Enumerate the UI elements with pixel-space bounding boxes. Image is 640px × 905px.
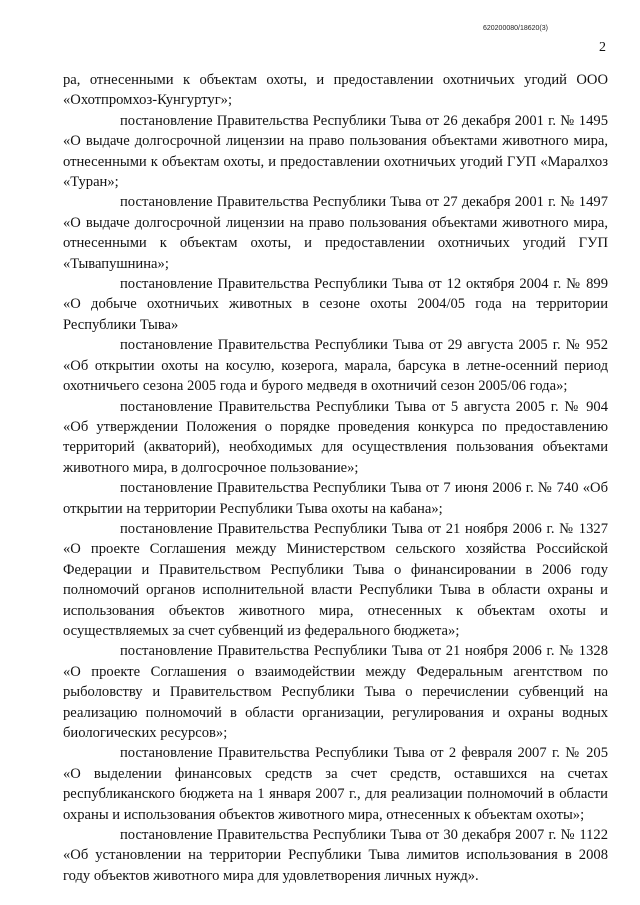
paragraph: постановление Правительства Республики Тыва от 26 декабря 2001 г. № 1495 «О выдаче долгосрочной лицензии на право пользования объектами животного мира, отнесенными к объектам охоты, и предоставлении охотничьих угодий ГУП «Маралхоз «Туран»; [63, 112, 608, 191]
page-number: 2 [599, 40, 606, 55]
document-id: 620200080/18620(3) [482, 25, 548, 32]
paragraph: постановление Правительства Республики Тыва от 21 ноября 2006 г. № 1327 «О проекте Соглашения между Министерством сельского хозяйства Российской Федерации и Правительством Республики Тыва о финансировании в 2006 году полномочий органов исполнительной власти Республики Тыва в области охраны и использования объектов животного мира, отнесенных к объектам охоты и осуществляемых за счет субвенций из федерального бюджета»; [63, 520, 608, 639]
document-body [63, 70, 608, 886]
paragraph: постановление Правительства Республики Тыва от 21 ноября 2006 г. № 1328 «О проекте Соглашения о взаимодействии между Федеральным агентством по рыболовству и Правительством Республики Тыва о перечислении субвенций на реализацию полномочий в области организации, регулирования и охраны водных биологических ресурсов»; [63, 643, 608, 741]
paragraph: постановление Правительства Республики Тыва от 2 февраля 2007 г. № 205 «О выделении финансовых средств за счет средств, оставшихся на счетах республиканского бюджета на 1 января 2007 г., для реализации полномочий в области охраны и использования объектов животного мира, отнесенных к объектам охоты»; [63, 745, 608, 823]
paragraph: постановление Правительства Республики Тыва от 27 декабря 2001 г. № 1497 «О выдаче долгосрочной лицензии на право пользования объектами животного мира, отнесенными к объектам охоты, и предоставлении охотничьих угодий ГУП «Тывапушнина»; [63, 194, 608, 272]
paragraph: постановление Правительства Республики Тыва от 29 августа 2005 г. № 952 «Об открытии охоты на косулю, козерога, марала, барсука в летне-осенний период охотничьего сезона 2005 года и бурого медведя в охотничий сезон 2005/06 года»; [63, 337, 608, 395]
paragraph: постановление Правительства Республики Тыва от 30 декабря 2007 г. № 1122 «Об установлении на территории Республики Тыва лимитов использования в 2008 году объектов животного мира для удовлетворения личных нужд». [63, 827, 608, 884]
paragraph: постановление Правительства Республики Тыва от 5 августа 2005 г. № 904 «Об утверждении Положения о порядке проведения конкурса по предоставлению территорий (акваторий), необходимых для осуществления пользования объектами животного мира, в долгосрочное пользование»; [63, 398, 608, 476]
paragraph: постановление Правительства Республики Тыва от 12 октября 2004 г. № 899 «О добыче охотничьих животных в сезоне охоты 2004/05 года на территории Республики Тыва» [63, 276, 608, 333]
paragraph: постановление Правительства Республики Тыва от 7 июня 2006 г. № 740 «Об открытии на территории Республики Тыва охоты на кабана»; [63, 480, 608, 517]
paragraph: ра, отнесенными к объектам охоты, и предоставлении охотничьих угодий ООО «Охотпромхоз-Кунгуртуг»; [63, 72, 608, 109]
